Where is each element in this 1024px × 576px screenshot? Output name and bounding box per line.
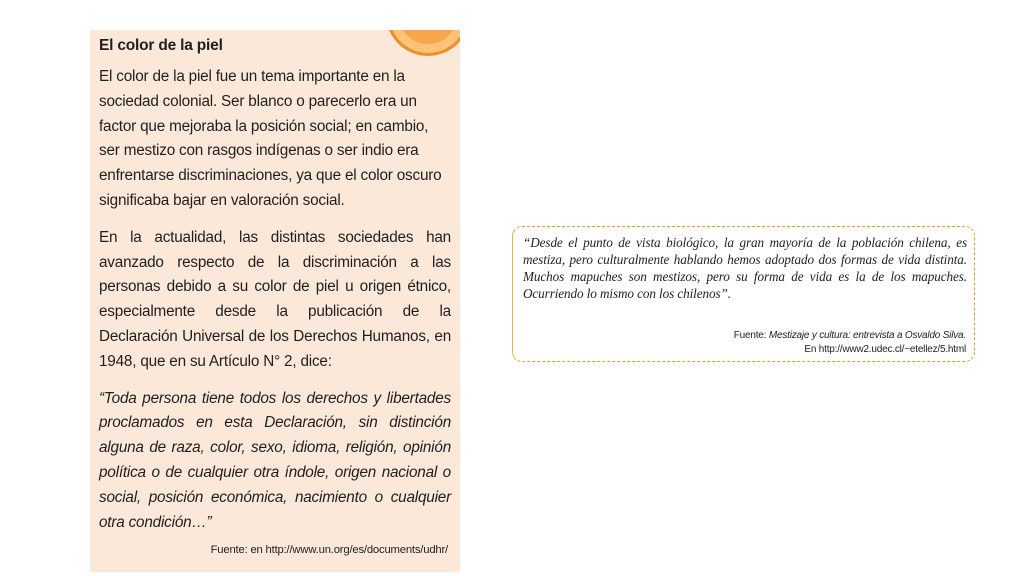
section-title: El color de la piel <box>99 37 223 54</box>
source-title: Mestizaje y cultura: entrevista a Osvaldo Silva. <box>768 330 966 341</box>
paragraph-colonial: El color de la piel fue un tema importante en la sociedad colonial. Ser blanco o parecerlo era un factor que mejoraba la posición social; en cambio, ser mestizo con rasgos indígenas o ser indio era enfrentarse discriminaciones, ya que el color oscuro significaba bajar en valoración social. <box>99 68 442 209</box>
source-citation: Fuente: en http://www.un.org/es/documents/udhr/ <box>210 544 448 556</box>
paragraph-present: En la actualidad, las distintas sociedades han avanzado respecto de la discriminación a las personas debido a su color de piel u origen étnico, especialmente desde la publicación de la Declaración Universal de los Derechos Humanos, en 1948, que en su Artículo N° 2, dice: <box>99 228 451 370</box>
text-panel <box>90 30 460 572</box>
interview-quote: “Desde el punto de vista biológico, la gran mayoría de la población chilena, es mestiza, pero culturalmente hablando hemos adoptado dos formas de vida distinta. Muchos mapuches son mestizos, pero su forma de vida es la de los mapuches. Ocurriendo lo mismo con los chilenos”. <box>523 235 967 301</box>
quote-box <box>512 226 975 362</box>
human-rights-quote: “Toda persona tiene todos los derechos y libertades proclamados en esta Declaración, sin distinción alguna de raza, color, sexo, idioma, religión, opinión política o de cualquier otra índole, origen nacional o social, posición económica, nacimiento o cualquier otra condición…” <box>99 389 451 531</box>
quote-source <box>734 329 966 357</box>
source-url: En http://www2.udec.cl/~etellez/5.html <box>804 344 966 355</box>
source-prefix: Fuente: <box>733 330 767 341</box>
